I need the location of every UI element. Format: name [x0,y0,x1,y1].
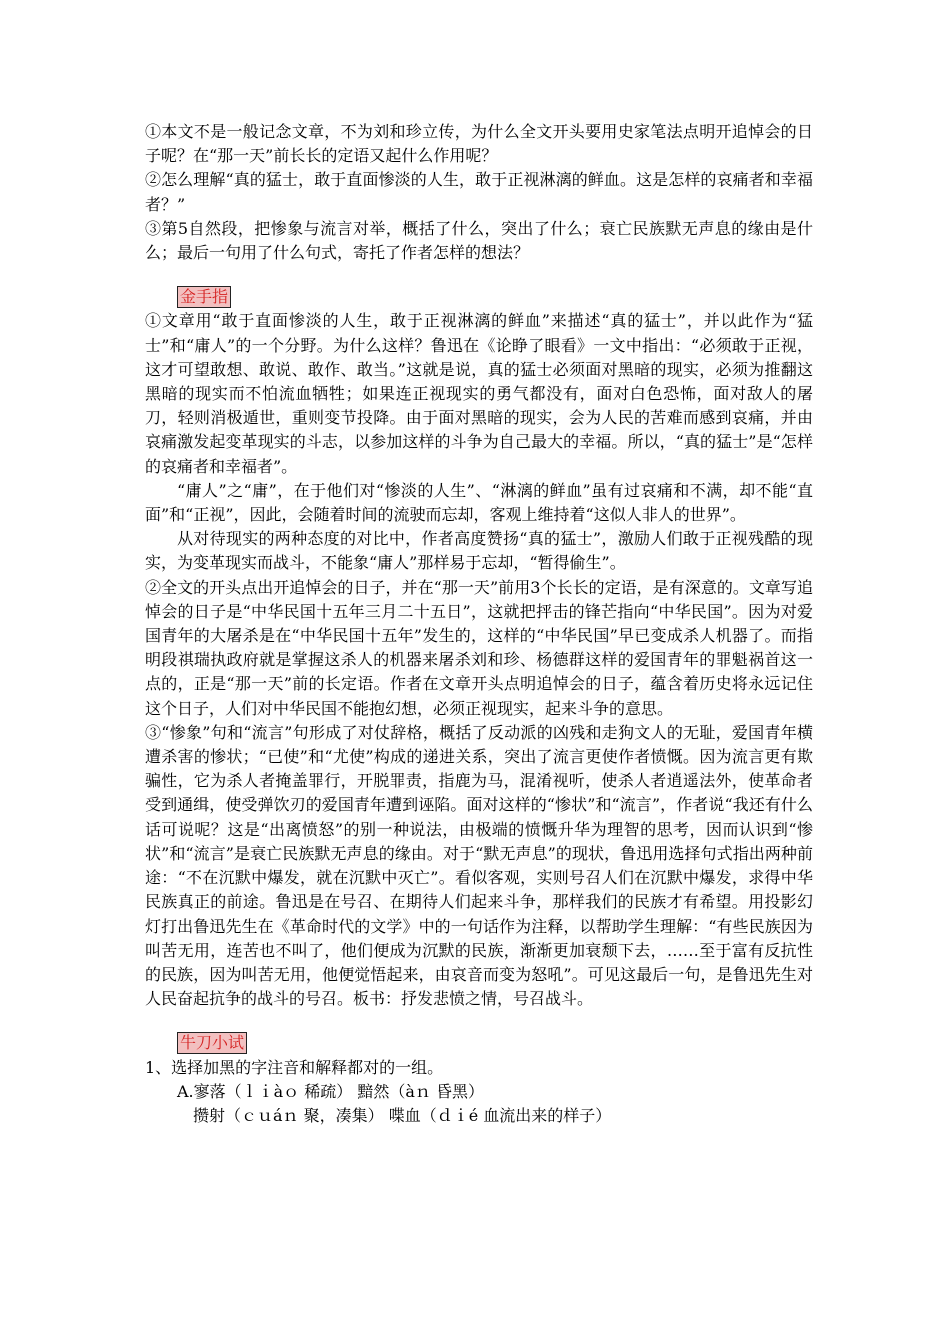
answer-2: ②全文的开头点出开追悼会的日子，并在“那一天”前用3个长长的定语，是有深意的。文章写追悼会的日子是“中华民国十五年三月二十五日”，这就把抨击的锋芒指向“中华民国”。因为对爱国青年的大屠杀是在“中华民国十五年”发生的，这样的“中华民国”早已变成杀人机器了。而指明段祺瑞执政府就是掌握这杀人的机器来屠杀刘和珍、杨德群这样的爱国青年的罪魁祸首这一点的，正是“那一天”前的长定语。作者在文章开头点明追悼会的日子，蕴含着历史将永远记住这个日子，人们对中华民国不能抱幻想，必须正视现实，起来斗争的意思。 [145,577,813,718]
section-label-jinshouzhi [145,285,813,309]
question-1: ①本文不是一般记念文章，不为刘和珍立传，为什么全文开头要用史家笔法点明开追悼会的日子呢？在“那一天”前长长的定语又起什么作用呢？ [145,122,813,166]
answer-1: ①文章用“敢于直面惨淡的人生，敢于正视淋漓的鲜血”来描述“真的猛士”，并以此作为“猛士”和“庸人”的一个分野。为什么这样？鲁迅在《论睁了眼看》一文中指出：“必须敢于正视，这才可望敢想、敢说、敢作、敢当。”这就是说，真的猛士必须面对黑暗的现实，必须为推翻这黑暗的现实而不怕流血牺牲；如果连正视现实的勇气都没有，面对白色恐怖，面对敌人的屠刀，轻则消极遁世，重则变节投降。由于面对黑暗的现实，会为人民的苦难而感到哀痛，并由哀痛激发起变革现实的斗志，以参加这样的斗争为自己最大的幸福。所以，“真的猛士”是“怎样的哀痛者和幸福者”。 [145,311,813,476]
document-page [145,120,813,1128]
niudaoxiaoshi-tag: 牛刀小试 [177,1032,247,1054]
answer-1-contrast: 从对待现实的两种态度的对比中，作者高度赞扬“真的猛士”，激励人们敢于正视残酷的现实，为变革现实而战斗，不能象“庸人”那样易于忘却，“暂得偷生”。 [145,529,813,573]
option-a-line-2: 攒射（ｃｕáｎ 聚，凑集） 喋血（ｄｉé 血流出来的样子） [193,1105,612,1125]
question-3: ③第5自然段，把惨象与流言对举，概括了什么，突出了什么；衰亡民族默无声息的缘由是什么；最后一句用了什么句式，寄托了作者怎样的想法？ [145,218,813,263]
answer-3: ③“惨象”句和“流言”句形成了对仗辞格，概括了反动派的凶残和走狗文人的无耻，爱国青年横遭杀害的惨状；“已使”和“尤使”构成的递进关系，突出了流言更使作者愤慨。因为流言更有欺骗性，它为杀人者掩盖罪行，开脱罪责，指鹿为马，混淆视听，使杀人者逍遥法外，使革命者受到通缉，使受弹饮刃的爱国青年遭到诬陷。面对这样的“惨状”和“流言”，作者说“我还有什么话可说呢？这是“出离愤怒”的别一种说法，由极端的愤慨升华为理智的思考，因而认识到“惨状”和“流言”是衰亡民族默无声息的缘由。对于“默无声息”的现状，鲁迅用选择句式指出两种前途：“不在沉默中爆发，就在沉默中灭亡”。看似客观，实则号召人们在沉默中爆发，求得中华民族真正的前途。鲁迅是在号召、在期待人们起来斗争，那样我们的民族才有希望。用投影幻灯打出鲁迅先生在《革命时代的文学》中的一句话作为注释，以帮助学生理解：“有些民族因为叫苦无用，连苦也不叫了，他们便成为沉默的民族，渐渐更加衰颓下去，……至于富有反抗性的民族，因为叫苦无用，他便觉悟起来，由哀音而变为怒吼”。可见这最后一句，是鲁迅先生对人民奋起抗争的战斗的号召。板书：抒发悲愤之情，号召战斗。 [145,722,813,1009]
option-a-line-1: A.寥落（ｌｉàｏ 稀疏） 黯然（àｎ 昏黑） [177,1081,484,1101]
question-2: ②怎么理解“真的猛士，敢于直面惨淡的人生，敢于正视淋漓的鲜血。这是怎样的哀痛者和幸福者？” [145,170,813,214]
section-label-niudaoxiaoshi [145,1031,813,1055]
jinshouzhi-tag: 金手指 [177,286,231,308]
answer-1-yongren: “庸人”之“庸”，在于他们对“惨淡的人生”、“淋漓的鲜血”虽有过哀痛和不满，却不能“直面”和“正视”，因此，会随着时间的流驶而忘却，客观上维持着“这似人非人的世界”。 [145,480,813,525]
exercise-question-1: 1、选择加黑的字注音和解释都对的一组。 [145,1057,444,1077]
